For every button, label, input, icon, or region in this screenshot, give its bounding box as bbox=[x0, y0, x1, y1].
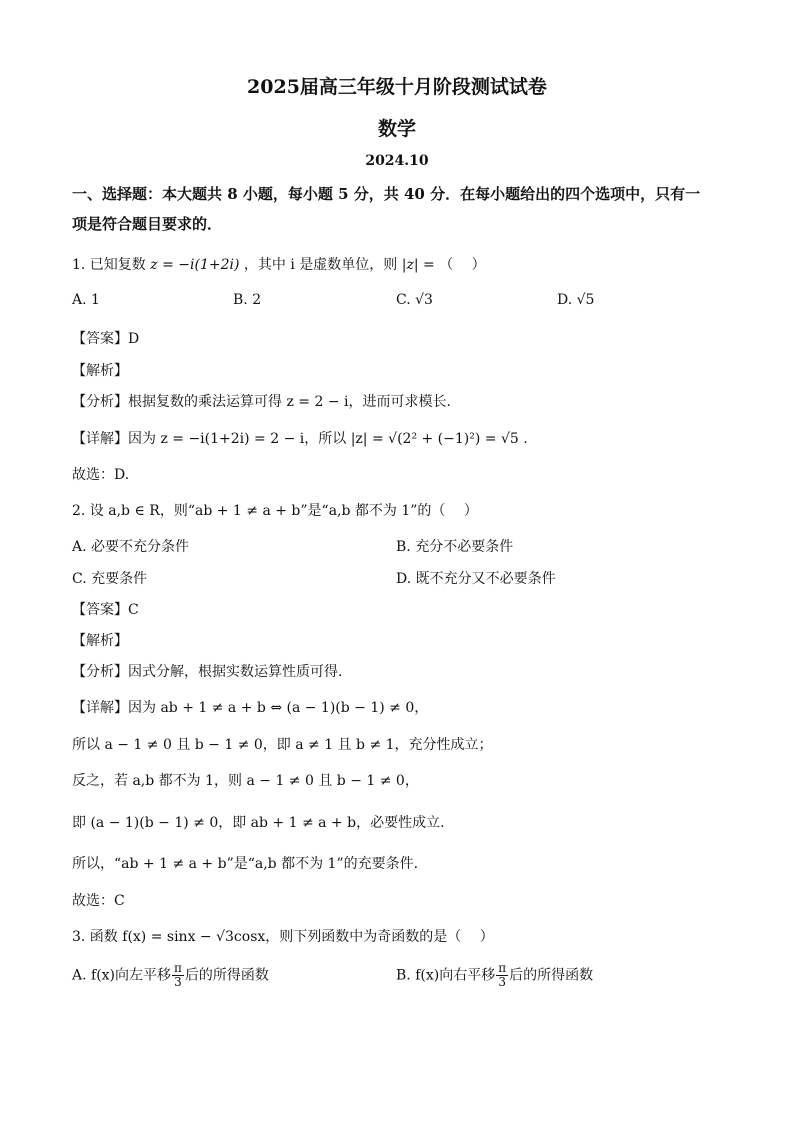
q1-stem-text-c: （ ） bbox=[439, 257, 486, 273]
q2-option-b: B. 充分不必要条件 bbox=[396, 539, 514, 555]
section-heading-line2: 项是符合题目要求的． bbox=[72, 215, 223, 233]
q1-option-b: B. 2 bbox=[233, 292, 262, 308]
q2-stem: 2. 设 a,b ∈ R，则“ab + 1 ≠ a + b”是“a,b 都不为 1”的（ ） bbox=[72, 503, 478, 519]
q2-detail-line4: 反之，若 a,b 都不为 1，则 a − 1 ≠ 0 且 b − 1 ≠ 0， bbox=[72, 773, 419, 789]
q2-detail-line6: 所以，“ab + 1 ≠ a + b”是“a,b 都不为 1”的充要条件. bbox=[72, 856, 419, 872]
pi-over-three-fraction bbox=[172, 962, 184, 989]
q1-stem-abs: |z| = bbox=[401, 257, 435, 273]
fraction-numerator: π bbox=[174, 961, 182, 975]
q2-detail: 【详解】因为 ab + 1 ≠ a + b ⇔ (a − 1)(b − 1) ≠ 0， bbox=[72, 700, 429, 716]
q1-conclusion: 故选：D. bbox=[72, 467, 130, 483]
q1-stem-text-b: ，其中 i 是虚数单位，则 bbox=[243, 257, 398, 273]
section-heading-line1: 一、选择题：本大题共 8 小题，每小题 5 分，共 40 分．在每小题给出的四个选项中，只有一 bbox=[72, 185, 701, 203]
fraction-denominator: 3 bbox=[174, 975, 182, 989]
q2-detail-line3: 所以 a − 1 ≠ 0 且 b − 1 ≠ 0，即 a ≠ 1 且 b ≠ 1，充分性成立； bbox=[72, 737, 493, 753]
q1-stem-text-a: 1. 已知复数 bbox=[72, 257, 146, 273]
q3-option-a bbox=[72, 962, 269, 989]
q3-option-b-suffix: 后的所得函数 bbox=[509, 967, 594, 984]
q1-analysis-heading: 【解析】 bbox=[72, 363, 128, 379]
q1-answer: 【答案】D bbox=[72, 331, 140, 347]
exam-subject: 数学 bbox=[377, 118, 416, 140]
q3-option-a-text: A. f(x)向左平移 bbox=[72, 967, 172, 984]
q2-option-d: D. 既不充分又不必要条件 bbox=[396, 571, 556, 587]
fraction-numerator: π bbox=[498, 961, 507, 975]
q1-option-d: D. √5 bbox=[557, 292, 595, 308]
q1-detail: 【详解】因为 z = −i(1+2i) = 2 − i，所以 |z| = √(2² + (−1)²) = √5 . bbox=[72, 431, 528, 447]
q1-analysis: 【分析】根据复数的乘法运算可得 z = 2 − i，进而可求模长. bbox=[72, 394, 451, 410]
q2-conclusion: 故选：C bbox=[72, 893, 125, 909]
pi-over-three-fraction bbox=[496, 962, 508, 989]
q1-option-c: C. √3 bbox=[396, 292, 433, 308]
q1-option-a: A. 1 bbox=[72, 292, 100, 308]
fraction-denominator: 3 bbox=[498, 975, 506, 989]
exam-date: 2024.10 bbox=[365, 153, 429, 169]
q2-analysis: 【分析】因式分解，根据实数运算性质可得. bbox=[72, 664, 343, 680]
exam-title: 2025届高三年级十月阶段测试试卷 bbox=[247, 76, 547, 98]
q2-option-a: A. 必要不充分条件 bbox=[72, 539, 190, 555]
q3-option-b bbox=[396, 962, 593, 989]
q2-detail-line5: 即 (a − 1)(b − 1) ≠ 0，即 ab + 1 ≠ a + b，必要性成立. bbox=[72, 815, 445, 831]
q3-option-a-suffix: 后的所得函数 bbox=[184, 967, 269, 984]
q1-stem-formula: z = −i(1+2i) bbox=[150, 257, 240, 273]
q2-answer: 【答案】C bbox=[72, 602, 139, 618]
q2-option-c: C. 充要条件 bbox=[72, 571, 148, 587]
q2-analysis-heading: 【解析】 bbox=[72, 633, 128, 649]
q3-option-b-text: B. f(x)向右平移 bbox=[396, 967, 496, 984]
q3-stem: 3. 函数 f(x) = sinx − √3cosx，则下列函数中为奇函数的是（ ） bbox=[72, 929, 494, 945]
q1-stem bbox=[72, 254, 486, 274]
